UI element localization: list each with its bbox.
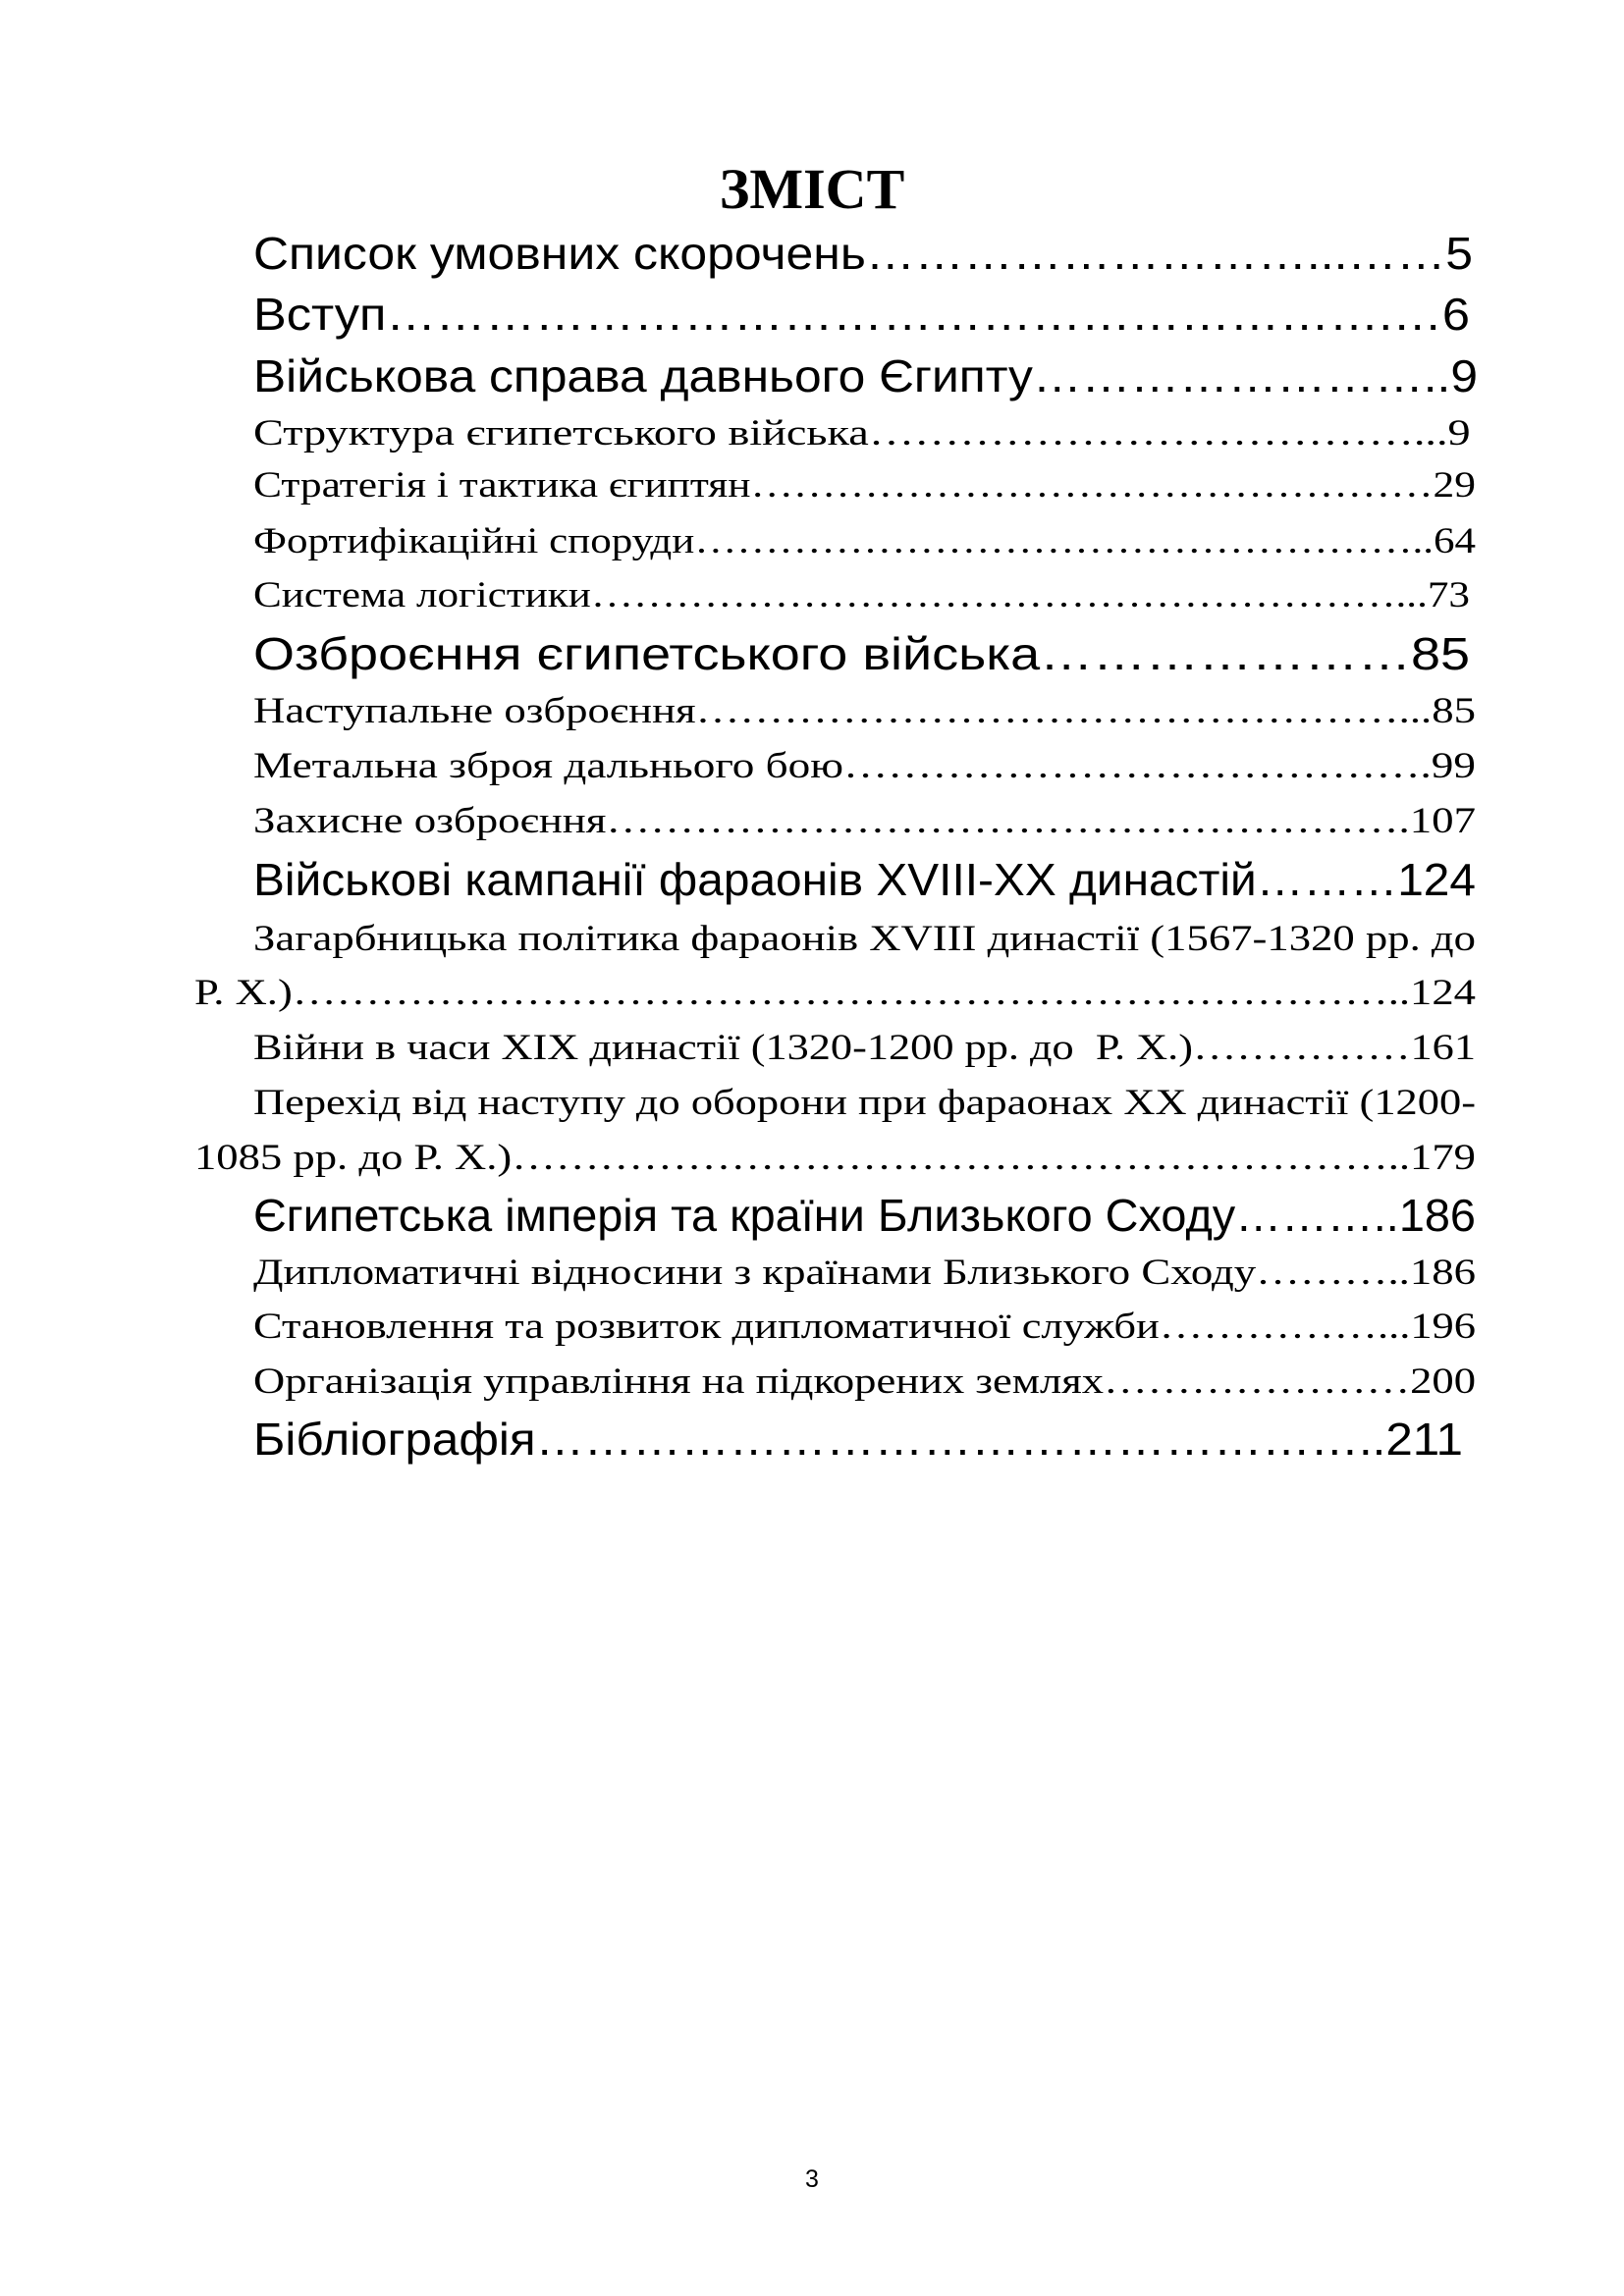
toc-entry: Фортифікаційні споруди……………………………………………..64 bbox=[253, 521, 1476, 561]
toc-entry: Структура єгипетського війська………………………………...9 bbox=[253, 413, 1471, 454]
toc-entry: Перехід від наступу до оборони при фараонах XX династії (1200- bbox=[253, 1083, 1476, 1123]
toc-entry: Наступальне озброєння…………………………………………...85 bbox=[253, 691, 1476, 731]
page-number: 3 bbox=[805, 2165, 819, 2193]
toc-entry: Єгипетська імперія та країни Близького Сходу………..186 bbox=[253, 1190, 1476, 1241]
toc-entry: Бібліографія……………………………………………..211 bbox=[253, 1414, 1463, 1465]
toc-entry: Становлення та розвиток дипломатичної служби……………...196 bbox=[253, 1307, 1476, 1347]
toc-entry: Озброєння єгипетського війська…………………85 bbox=[253, 628, 1470, 679]
toc-entry: Метальна зброя дальнього бою………………………………….99 bbox=[253, 746, 1476, 786]
toc-entry: Організація управління на підкорених землях…………………200 bbox=[253, 1362, 1476, 1402]
toc-entry: Система логістики…………………………………………………...73 bbox=[253, 575, 1470, 615]
toc-entry: Р. Х.)…………………………………………………………………..124 bbox=[194, 973, 1476, 1013]
toc-entry: Військові кампанії фараонів XVIII-XX династій………124 bbox=[253, 854, 1476, 905]
toc-entry: Список умовних скорочень………………………...……5 bbox=[253, 228, 1473, 279]
toc-entry: 1085 рр. до Р. Х.)……………………………………………………..179 bbox=[194, 1138, 1476, 1178]
toc-entry: Військова справа давнього Єгипту……………………..9 bbox=[253, 350, 1479, 401]
toc-entry: Захисне озброєння……………………………………………….107 bbox=[253, 801, 1476, 841]
toc-entry: Стратегія і тактика єгиптян…………………………………………29 bbox=[253, 465, 1476, 506]
toc-entry: Вступ…………………………………………………….…6 bbox=[253, 289, 1470, 340]
page-title: ЗМІСТ bbox=[719, 157, 905, 221]
toc-entry: Війни в часи XIX династії (1320-1200 рр. до Р. Х.)……………161 bbox=[253, 1028, 1476, 1068]
toc-entry: Загарбницька політика фараонів XVIII династії (1567-1320 рр. до bbox=[253, 919, 1476, 959]
toc-entry: Дипломатичні відносини з країнами Близького Сходу………..186 bbox=[253, 1253, 1476, 1293]
